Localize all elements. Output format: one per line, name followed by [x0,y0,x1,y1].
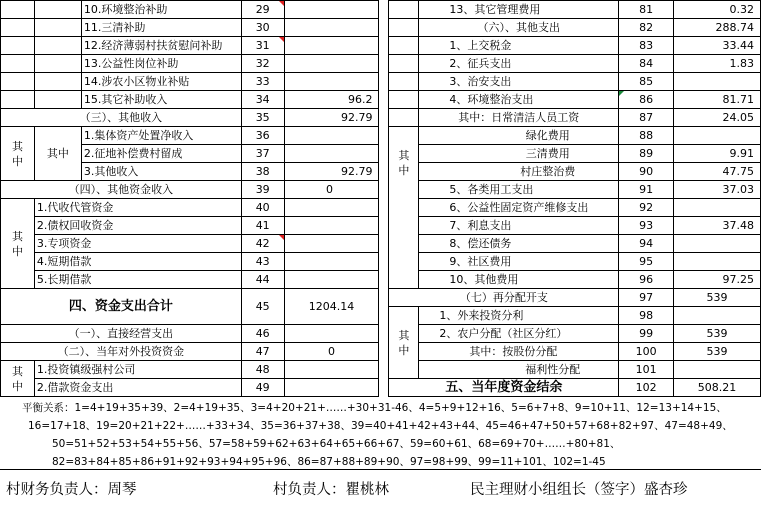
line-number: 32 [241,55,284,73]
amount: 539 [674,289,761,307]
amount: 37.48 [674,217,761,235]
item-label: 1.代收代管资金 [34,199,241,217]
amount: 539 [674,325,761,343]
group-label: 其 中 [1,127,35,181]
line-number: 92 [619,199,674,217]
amount: 92.79 [284,163,379,181]
item-label: 12.经济薄弱村扶贫慰问补助 [81,37,241,55]
amount: 47.75 [674,163,761,181]
group-label: 其 中 [389,307,419,379]
item-label: 福利性分配 [419,361,619,379]
amount: 0.32 [674,1,761,19]
table-row [1,289,761,307]
line-number: 43 [241,253,284,271]
signature-row [0,469,761,506]
item-label: 2.借款资金支出 [34,379,241,397]
amount [284,73,379,91]
line-number: 48 [241,361,284,379]
item-label: 1.投资镇级强村公司 [34,361,241,379]
item-label: （四）、其他资金收入 [1,181,242,199]
balance-line: 82=83+84+85+86+91+92+93+94+95+96、86=87+88+89+90、97=98+99、99=11+101、102=1-45 [52,456,606,468]
item-label: 2.债权回收资金 [34,217,241,235]
group-label: 其 中 [389,127,419,199]
amount [284,253,379,271]
item-label: 1.集体资产处置净收入 [81,127,241,145]
line-number: 85 [619,73,674,91]
table-row [1,145,761,163]
table-row [1,37,761,55]
line-number: 29 [241,1,284,19]
table-row [1,181,761,199]
amount [284,127,379,145]
amount [674,361,761,379]
amount: 1.83 [674,55,761,73]
item-label: 10、其他费用 [419,271,619,289]
balance-relations [0,399,761,471]
item-label: 14.涉农小区物业补贴 [81,73,241,91]
line-number: 35 [241,109,284,127]
line-number: 39 [241,181,284,199]
amount: 0 [284,343,379,361]
amount [674,307,761,325]
item-label: （一）、直接经营支出 [1,325,242,343]
amount [284,55,379,73]
table-row [1,127,761,145]
amount: 96.2 [284,91,379,109]
line-number: 81 [619,1,674,19]
item-label: 6、公益性固定资产维修支出 [419,199,619,217]
table-row [1,199,761,217]
line-number: 40 [241,199,284,217]
amount [284,199,379,217]
amount: 92.79 [284,109,379,127]
item-label: 2、农户分配（社区分红） [419,325,619,343]
item-label: （六）、其他支出 [419,19,619,37]
finance-officer: 村财务负责人：周琴 [6,482,137,498]
line-number: 98 [619,307,674,325]
line-number: 37 [241,145,284,163]
item-label: 3.其他收入 [81,163,241,181]
item-label: 2.征地补偿费村留成 [81,145,241,163]
line-number: 38 [241,163,284,181]
amount [674,235,761,253]
line-number: 41 [241,217,284,235]
item-label: 1、外来投资分利 [419,307,619,325]
amount: 33.44 [674,37,761,55]
balance-line: 50=51+52+53+54+55+56、57=58+59+62+63+64+65+66+67、59=60+61、68=69+70+……+80+81、 [52,438,621,450]
amount: 539 [674,343,761,361]
line-number: 86 [619,91,674,109]
line-number: 45 [241,289,284,325]
item-label: 10.环境整治补助 [81,1,241,19]
line-number: 44 [241,271,284,289]
amount [674,127,761,145]
item-label: 绿化费用 [419,127,619,145]
group-label: 其 中 [1,361,35,397]
table-row [1,343,761,361]
amount: 9.91 [674,145,761,163]
line-number: 84 [619,55,674,73]
table-row [1,271,761,289]
line-number: 31 [241,37,284,55]
amount: 1204.14 [284,289,379,325]
amount [674,73,761,91]
group-label: 其 中 [1,199,35,289]
line-number: 94 [619,235,674,253]
line-number: 88 [619,127,674,145]
table-row [1,379,761,397]
table-row [1,91,761,109]
amount: 37.03 [674,181,761,199]
amount [674,253,761,271]
item-label: 村庄整治费 [419,163,619,181]
table-row [1,361,761,379]
item-label: （二）、当年对外投资资金 [1,343,242,361]
item-label: 5、各类用工支出 [419,181,619,199]
line-number: 102 [619,379,674,397]
amount: 508.21 [674,379,761,397]
line-number: 95 [619,253,674,271]
item-label: 13、其它管理费用 [419,1,619,19]
item-label: 4.短期借款 [34,253,241,271]
line-number: 96 [619,271,674,289]
amount [674,199,761,217]
amount: 288.74 [674,19,761,37]
amount: 24.05 [674,109,761,127]
item-label: （七）再分配开支 [389,289,619,307]
year-end-balance-label: 五、当年度资金结余 [389,379,619,397]
amount [284,217,379,235]
item-label: 1、上交税金 [419,37,619,55]
amount: 0 [284,181,379,199]
table-row [1,55,761,73]
amount [284,1,379,19]
line-number: 93 [619,217,674,235]
democracy-group-leader: 民主理财小组组长（签字）盛杏珍 [470,482,688,498]
line-number: 34 [241,91,284,109]
amount [284,379,379,397]
item-label: 13.公益性岗位补助 [81,55,241,73]
line-number: 89 [619,145,674,163]
balance-line: 平衡关系：1=4+19+35+39、2=4+19+35、3=4+20+21+……+30+31-46、4=5+9+12+16、5=6+7+8、9=10+11、12=13+14+15、 [22,402,727,414]
line-number: 101 [619,361,674,379]
line-number: 36 [241,127,284,145]
table-row [1,163,761,181]
table-row [1,109,761,127]
item-label: 其中：日常清洁人员工资 [419,109,619,127]
line-number: 46 [241,325,284,343]
item-label: 2、征兵支出 [419,55,619,73]
item-label: 其中：按股份分配 [419,343,619,361]
item-label: 3、治安支出 [419,73,619,91]
amount [284,235,379,253]
item-label: 三清费用 [419,145,619,163]
line-number: 42 [241,235,284,253]
item-label: 4、环境整治支出 [419,91,619,109]
amount [284,145,379,163]
amount: 97.25 [674,271,761,289]
table-row [1,235,761,253]
line-number: 87 [619,109,674,127]
table-row [1,1,761,19]
item-label: 8、偿还债务 [419,235,619,253]
line-number: 33 [241,73,284,91]
amount [284,37,379,55]
village-head: 村负责人：瞿桃林 [273,482,389,498]
table-row [1,19,761,37]
item-label: （三）、其他收入 [1,109,242,127]
item-label: 15.其它补助收入 [81,91,241,109]
line-number: 49 [241,379,284,397]
table-row [1,217,761,235]
item-label: 7、利息支出 [419,217,619,235]
item-label: 5.长期借款 [34,271,241,289]
line-number: 99 [619,325,674,343]
amount: 81.71 [674,91,761,109]
balance-line: 16=17+18、19=20+21+22+……+33+34、35=36+37+38、39=40+41+42+43+44、45=46+47+50+57+68+82+97、47=48+49、 [28,420,733,432]
amount [284,19,379,37]
line-number: 100 [619,343,674,361]
amount [284,325,379,343]
item-label: 11.三清补助 [81,19,241,37]
table-row [1,325,761,343]
table-row [1,253,761,271]
table-row [1,73,761,91]
amount [284,361,379,379]
line-number: 91 [619,181,674,199]
amount [284,271,379,289]
item-label: 9、社区费用 [419,253,619,271]
line-number: 82 [619,19,674,37]
line-number: 47 [241,343,284,361]
group-label: 其中 [34,127,81,181]
item-label: 3.专项资金 [34,235,241,253]
total-expenditure-label: 四、资金支出合计 [1,289,242,325]
line-number: 83 [619,37,674,55]
line-number: 30 [241,19,284,37]
line-number: 97 [619,289,674,307]
line-number: 90 [619,163,674,181]
